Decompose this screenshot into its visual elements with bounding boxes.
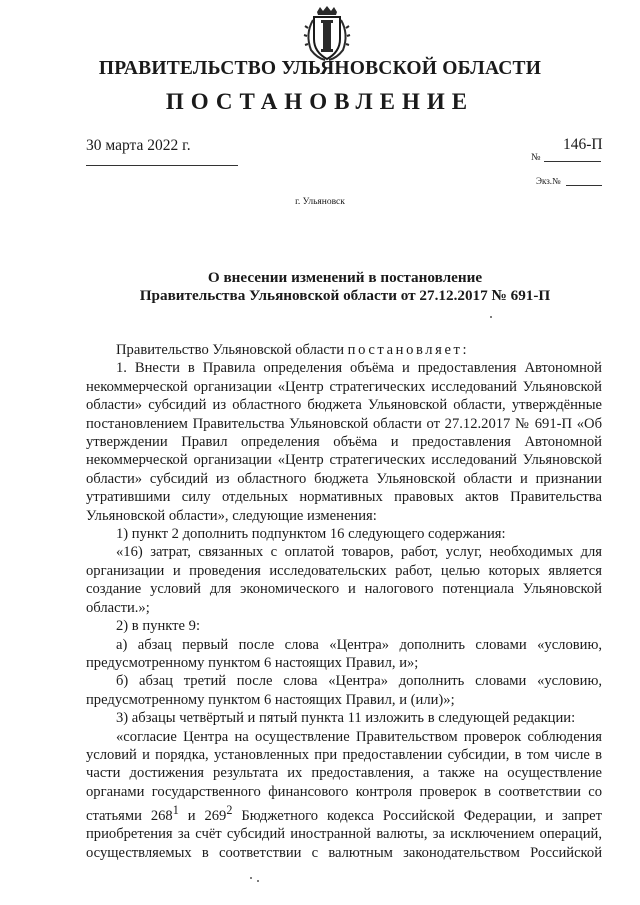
scan-speck	[490, 316, 492, 318]
subject-line-2: Правительства Ульяновской области от 27.12.2017 № 691-П	[139, 287, 551, 304]
number-underline	[544, 161, 601, 162]
document-kind-title: ПОСТАНОВЛЕНИЕ	[165, 89, 475, 114]
city-label: г. Ульяновск	[295, 197, 345, 207]
scan-speck	[250, 877, 252, 879]
preamble-paragraph	[86, 341, 602, 359]
paragraph-subitem-1: 1) пункт 2 дополнить подпунктом 16 следующего содержания:	[116, 526, 506, 543]
subject-line-1: О внесении изменений в постановление	[207, 269, 483, 286]
scan-speck	[257, 880, 259, 882]
superscript-1: 1	[172, 803, 179, 818]
superscript-2: 2	[226, 803, 233, 818]
paragraph-quote-16: «16) затрат, связанных с оплатой товаров, работ, услуг, необходимых для организации и проведения исследовательских работ, целью которых является создание условий для экономического и налогового потенциала Ульяновской области.»;	[86, 544, 602, 616]
paragraph-quote-consent	[86, 728, 602, 863]
paragraph-subitem-2: 2) в пункте 9:	[116, 618, 201, 635]
paragraph-subitem-3: 3) абзацы четвёртый и пятый пункта 11 изложить в следующей редакции:	[116, 710, 576, 727]
paragraph-subitem-2b: б) абзац третий после слова «Центра» дополнить словами «условию, предусмотренному пунктом 6 настоящих Правил, и (или)»;	[86, 673, 602, 708]
document-body	[86, 341, 602, 862]
document-number: 146-П	[563, 136, 603, 153]
organization-title: ПРАВИТЕЛЬСТВО УЛЬЯНОВСКОЙ ОБЛАСТИ	[98, 58, 542, 79]
date-underline	[86, 165, 238, 166]
number-sign: №	[531, 152, 541, 163]
preamble-resolves: постановляет	[347, 342, 463, 358]
document-subject	[0, 269, 640, 305]
document-date: 30 марта 2022 г.	[86, 137, 191, 154]
preamble-text: Правительство Ульяновской области	[116, 342, 348, 358]
copy-number-underline	[566, 185, 602, 186]
consent-text-b: и 269	[178, 808, 227, 825]
ulyanovsk-coat-of-arms-icon	[303, 6, 351, 62]
copy-number-label: Экз.№	[536, 176, 561, 186]
consent-text-c: Бюджетного кодекса Российской Федерации, и запрет приобретения за счёт субсидий иностранной валюты, за исключением операций, осуществляемых в соответствии с валютным законодательством Российской	[86, 808, 602, 861]
paragraph-item-1: 1. Внести в Правила определения объёма и предоставления Автономной некоммерческой организации «Центр стратегических исследований Ульяновской области» субсидий из областного бюджета Ульяновской области, утверждённые постановлением Правительства Ульяновской области от 27.12.2017 № 691-П «Об утверждении Правил определения объёма и предоставления Автономной некоммерческой организации «Центр стратегических исследований Ульяновской области» субсидий из областного бюджета Ульяновской области и признании утратившими силу отдельных нормативных правовых актов Правительства Ульяновской области», следующие изменения:	[86, 360, 602, 524]
consent-text-a: «согласие Центра на осуществление Правительством проверок соблюдения условий и порядка, установленных при предоставлении субсидии, в том числе в части достижения результата их предоставления, а также на осуществление органами государственного финансового контроля проверок в соответствии со статьями 268	[86, 728, 602, 825]
preamble-colon: :	[462, 342, 467, 358]
paragraph-subitem-2a: а) абзац первый после слова «Центра» дополнить словами «условию, предусмотренному пунктом 6 настоящих Правил, и»;	[86, 636, 602, 671]
